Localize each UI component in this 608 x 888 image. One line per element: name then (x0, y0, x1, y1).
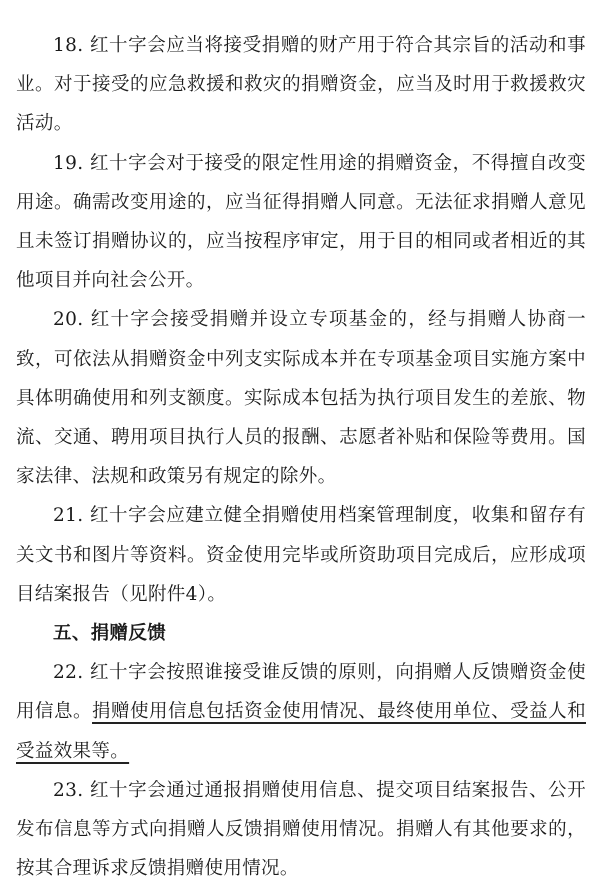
paragraph-22 (16, 653, 586, 771)
paragraph-21: 21. 红十字会应建立健全捐赠使用档案管理制度，收集和留存有关文书和图片等资料。资金使用完毕或所资助项目完成后，应形成项目结案报告（见附件4）。 (16, 505, 586, 605)
paragraph-18: 18. 红十字会应当将接受捐赠的财产用于符合其宗旨的活动和事业。对于接受的应急救援和救灾的捐赠资金，应当及时用于救援救灾活动。 (16, 35, 586, 135)
section-heading-feedback: 五、捐赠反馈 (53, 623, 167, 645)
paragraph-22-text: 22. 红十字会按照谁接受谁反馈的原则，向捐赠人反馈赠资金使用信息。 (16, 662, 586, 723)
paragraph-19: 19. 红十字会对于接受的限定性用途的捐赠资金，不得擅自改变用途。确需改变用途的，应当征得捐赠人同意。无法征求捐赠人意见且未签订捐赠协议的，应当按程序审定，用于目的相同或者相近的其他项目并向社会公开。 (16, 152, 586, 292)
paragraph-20: 20. 红十字会接受捐赠并设立专项基金的，经与捐赠人协商一致，可依法从捐赠资金中列支实际成本并在专项基金项目实施方案中具体明确使用和列支额度。实际成本包括为执行项目发生的差旅、物流、交通、聘用项目执行人员的报酬、志愿者补贴和保险等费用。国家法律、法规和政策另有规定的除外。 (16, 309, 586, 488)
paragraph-23: 23. 红十字会通过通报捐赠使用信息、提交项目结案报告、公开发布信息等方式向捐赠人反馈捐赠使用情况。捐赠人有其他要求的，按其合理诉求反馈捐赠使用情况。 (16, 779, 586, 880)
paragraph-22-underlined-text: 捐赠使用信息包括资金使用情况、最终使用单位、受益人和受益效果等。 (16, 701, 586, 762)
